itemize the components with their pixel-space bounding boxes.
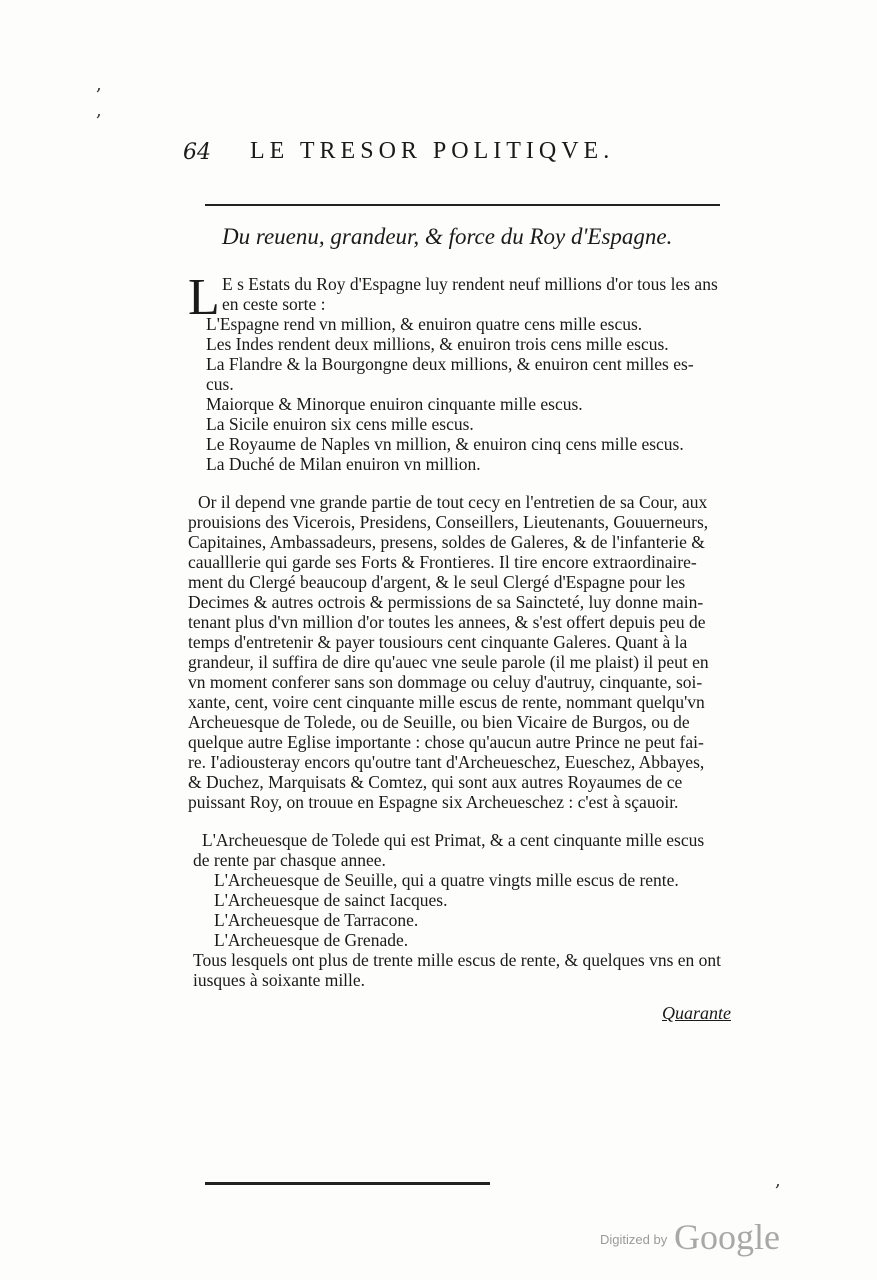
- section-title: Du reuenu, grandeur, & force du Roy d'Espagne.: [222, 224, 673, 249]
- page-number: 64: [183, 140, 211, 165]
- archbishopric-line: L'Archeuesque de Tarracone.: [214, 910, 419, 930]
- paragraph-line: grandeur, il suffira de dire qu'auec vne seule parole (il me plaist) il peut en: [188, 652, 709, 672]
- archbishopric-line: de rente par chasque annee.: [193, 850, 386, 870]
- revenue-item: L'Espagne rend vn million, & enuiron quatre cens mille escus.: [206, 314, 643, 334]
- archbishopric-line: iusques à soixante mille.: [193, 970, 366, 990]
- margin-mark: ,: [96, 100, 102, 121]
- drop-cap: L: [188, 269, 220, 326]
- paragraph-line: temps d'entretenir & payer tousiours cent cinquante Galeres. Quant à la: [188, 632, 688, 652]
- paragraph-line: re. I'adiousteray encors qu'outre tant d'Archeueschez, Eueschez, Abbayes,: [188, 752, 705, 772]
- google-logo: Google: [674, 1217, 780, 1257]
- intro-line: en ceste sorte :: [222, 294, 326, 314]
- paragraph-line: caualllerie qui garde ses Forts & Frontieres. Il tire encore extraordinaire-: [188, 552, 697, 572]
- revenue-item: La Flandre & la Bourgongne deux millions, & enuiron cent milles es-: [206, 354, 694, 374]
- margin-mark: ,: [96, 74, 102, 95]
- archbishopric-line: Tous lesquels ont plus de trente mille escus de rente, & quelques vns en ont: [193, 950, 722, 970]
- digitized-label: Digitized by: [600, 1232, 668, 1247]
- paragraph-line: Capitaines, Ambassadeurs, presens, soldes de Galeres, & de l'infanterie &: [188, 532, 705, 552]
- margin-mark: ,: [775, 1170, 781, 1191]
- running-title: LE TRESOR POLITIQVE.: [250, 138, 615, 164]
- revenue-item: La Sicile enuiron six cens mille escus.: [206, 414, 474, 434]
- revenue-item: Maiorque & Minorque enuiron cinquante mille escus.: [206, 394, 583, 414]
- paragraph-line: & Duchez, Marquisats & Comtez, qui sont aux autres Royaumes de ce: [188, 772, 683, 792]
- archbishopric-line: L'Archeuesque de Tolede qui est Primat, & a cent cinquante mille escus: [202, 830, 705, 850]
- paragraph-line: ment du Clergé beaucoup d'argent, & le seul Clergé d'Espagne pour les: [188, 572, 686, 592]
- archbishopric-line: L'Archeuesque de Seuille, qui a quatre vingts mille escus de rente.: [214, 870, 679, 890]
- paragraph-line: puissant Roy, on trouue en Espagne six Archeueschez : c'est à sçauoir.: [188, 792, 679, 812]
- paragraph-line: Decimes & autres octrois & permissions de sa Sainctеté, luy donne main-: [188, 592, 704, 612]
- archbishopric-line: L'Archeuesque de sainct Iacques.: [214, 890, 448, 910]
- archbishopric-line: L'Archeuesque de Grenade.: [214, 930, 409, 950]
- paragraph-line: tenant plus d'vn million d'or toutes les annees, & s'est offert depuis peu de: [188, 612, 706, 632]
- intro-line: E s Estats du Roy d'Espagne luy rendent neuf millions d'or tous les ans: [222, 274, 718, 294]
- revenue-item: La Duché de Milan enuiron vn million.: [206, 454, 481, 474]
- paragraph-line: vn moment conferer sans son dommage ou celuy d'autruy, cinquante, soi-: [188, 672, 703, 692]
- paragraph-line: Or il depend vne grande partie de tout cecy en l'entretien de sa Cour, aux: [198, 492, 708, 512]
- header-rule: [205, 204, 720, 206]
- revenue-item: cus.: [206, 374, 234, 394]
- revenue-item: Le Royaume de Naples vn million, & enuiron cinq cens mille escus.: [206, 434, 684, 454]
- catchword: Quarante: [662, 1003, 731, 1023]
- paragraph-line: xante, cent, voire cent cinquante mille escus de rente, nommant quelqu'vn: [188, 692, 705, 712]
- paragraph-line: quelque autre Eglise importante : chose qu'aucun autre Prince ne peut fai-: [188, 732, 704, 752]
- revenue-item: Les Indes rendent deux millions, & enuiron trois cens mille escus.: [206, 334, 669, 354]
- footer-rule: [205, 1182, 490, 1185]
- paragraph-line: Archeuesque de Tolede, ou de Seuille, ou bien Vicaire de Burgos, ou de: [188, 712, 690, 732]
- paragraph-line: prouisions des Vicerois, Presidens, Conseillers, Lieutenants, Gouuerneurs,: [188, 512, 709, 532]
